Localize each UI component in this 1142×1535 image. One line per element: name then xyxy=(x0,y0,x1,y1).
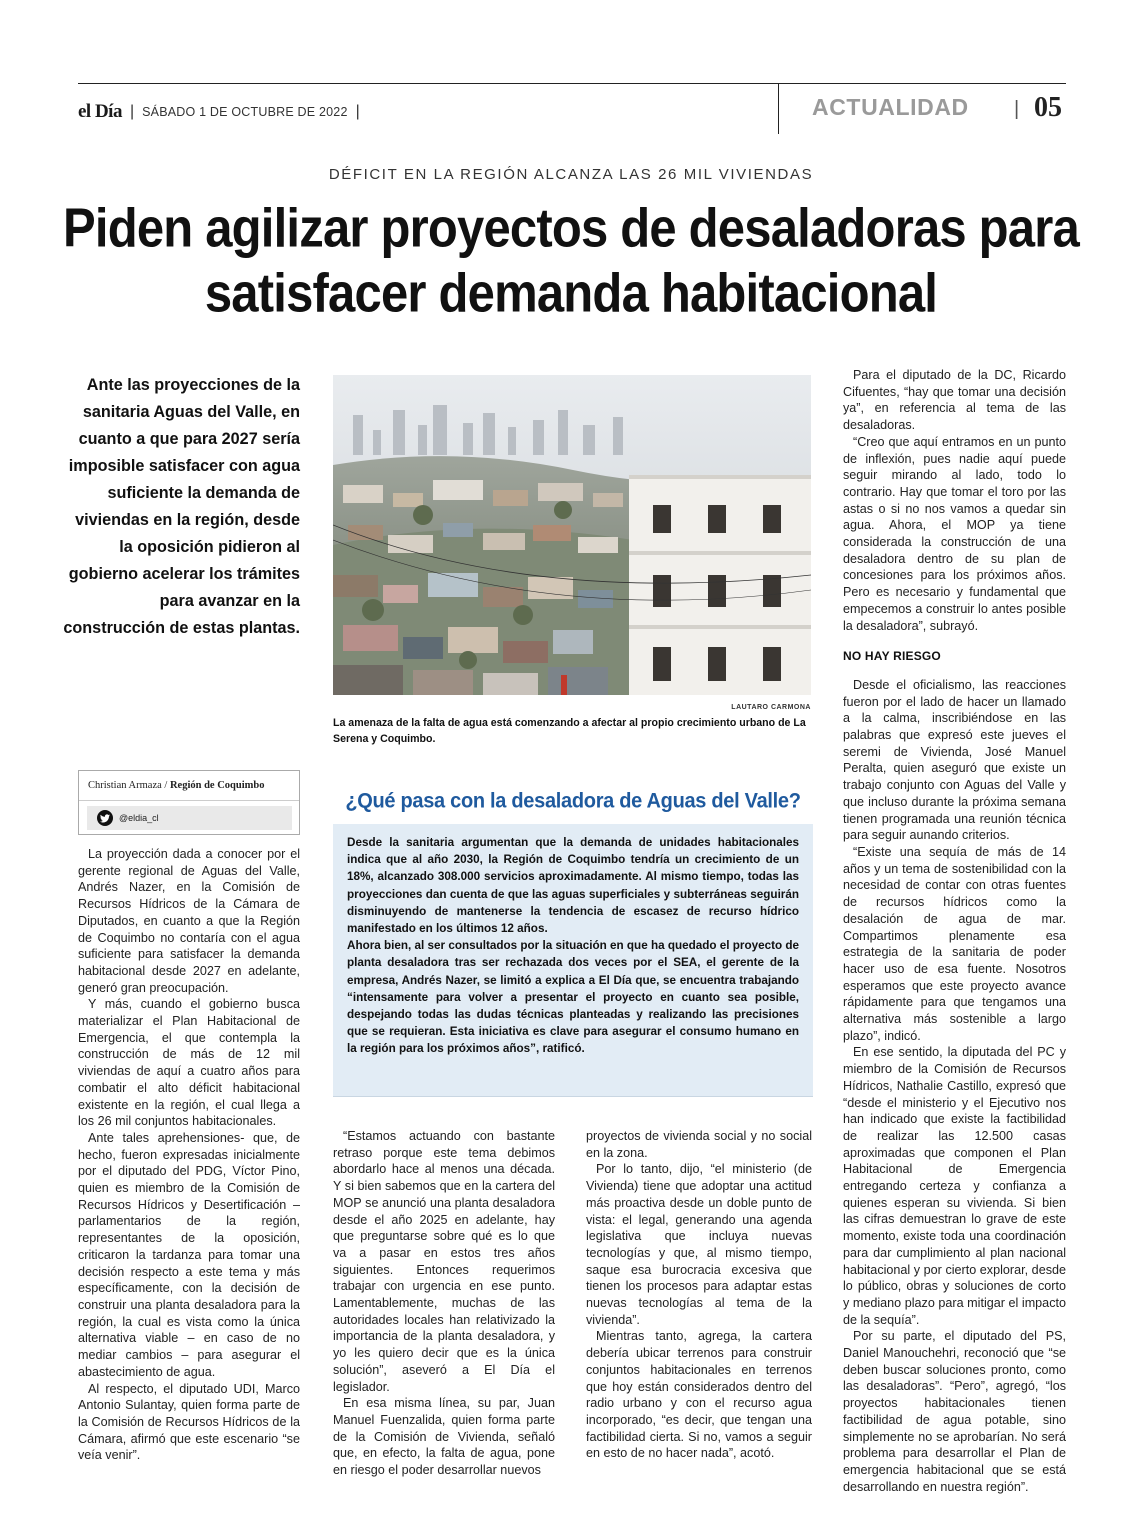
body-paragraph: En esa misma línea, su par, Juan Manuel Fuenzalida, quien forma parte de la Comisión de Vivienda, señaló que, en efecto, la falta de agua, pone en riesgo el poder desarrollar nuevos xyxy=(333,1396,555,1478)
body-paragraph: Por lo tanto, dijo, “el ministerio (de Vivienda) tiene que adoptar una actitud más proactiva desde un doble punto de vista: el legal, generando una agenda legislativa que incluya nuevas tecnologías y que, al mismo tiempo, saque esa burocracia excesiva que tienen los procesos para adaptar estas nuevas tecnologías al tema de la vivienda”. xyxy=(586,1162,812,1327)
body-paragraph: Para el diputado de la DC, Ricardo Cifuentes, “hay que tomar una decisión ya”, en referencia al tema de las desaladoras. xyxy=(843,368,1066,433)
body-paragraph: “Estamos actuando con bastante retraso porque este tema debimos abordarlo hace al menos una década. Y si bien sabemos que en la cartera del MOP se anunció una planta desaladora desde el año 2025 en adelante, hay que preguntarse sobre qué es lo que va a pasar en estos tres años siguientes. Entonces requerimos trabajar con urgencia en ese punto. Lamentablemente, muchas de las autoridades locales han relativizado la importancia de la planta desaladora, y yo les quiero decir que es la única solución”, aseveró a El Día el legislador. xyxy=(333,1129,555,1394)
article-column-4 xyxy=(843,367,1066,1495)
body-paragraph: Por su parte, el diputado del PS, Daniel Manouchehri, reconoció que “se deben buscar soluciones pronto, como las desaladoras”. “Pero”, agregó, “los proyectos habitacionales tienen factibilidad de agua potable, sino simplemente no se aprobarían. No será problema para desarrollar el Plan de emergencia habitacional que se está desarrollando en nuestra región”. xyxy=(843,1329,1066,1494)
article-column-1 xyxy=(78,846,300,1464)
byline-author: Christian Armaza xyxy=(88,780,162,791)
twitter-icon xyxy=(97,810,113,826)
body-paragraph: “Existe una sequía de más de 14 años y un tema de sostenibilidad con la necesidad de contar con otras fuentes de recursos hídricos como la desalación de agua de mar. Compartimos plenamente esa estrategia de la sanitaria de poder hacer uso de esa fuente. Nosotros esperamos que este proyecto avance rápidamente para que tengamos una alternativa más sostenible a largo plazo”, indicó. xyxy=(843,844,1066,1043)
issue-date: SÁBADO 1 DE OCTUBRE DE 2022 xyxy=(142,105,348,119)
header-divider xyxy=(778,84,779,134)
photo-caption: La amenaza de la falta de agua está comenzando a afectar al propio crecimiento urbano de La Serena y Coquimbo. xyxy=(333,717,806,745)
body-paragraph: “Creo que aquí entramos en un punto de inflexión, pues nadie aquí puede seguir mirando al lado, todo lo contrario. Hay que tomar el toro por las astas o si no nos vamos a quedar sin agua. Ahora, el MOP ya tiene considerada la construcción de una desaladora dentro de su plan de concesiones para los próximos años. Pero es necesario y fundamental que empecemos a construir lo antes posible la desaladora”, subrayó. xyxy=(843,434,1066,633)
article-column-2 xyxy=(333,1128,555,1479)
body-paragraph: proyectos de vivienda social y no social en la zona. xyxy=(586,1129,812,1160)
article-headline: Piden agilizar proyectos de desaladoras para satisfacer demanda habitacional xyxy=(63,198,1079,324)
body-paragraph: La proyección dada a conocer por el gerente regional de Aguas del Valle, Andrés Nazer, en la Comisión de Recursos Hídricos de la Cámara de Diputados, en cuanto a que la Región de Coquimbo no contaría con el agua suficiente para satisfacer la demanda habitacional desde 2027 en adelante, generó gran preocupación. xyxy=(78,847,300,995)
body-paragraph: Y más, cuando el gobierno busca materializar el Plan Habitacional de Emergencia, el que contempla la construcción de más de 12 mil viviendas de aquí a cuatro años para combatir el alto déficit habitacional existente en la región, el cual llega a los 26 mil conjuntos habitacionales. xyxy=(78,997,300,1129)
body-paragraph: Ante tales aprehensiones- que, de hecho, fueron expresadas inicialmente por el diputado del PDG, Víctor Pino, quien es miembro de la Comisión de Recursos Hídricos y Desertificación – parlamentarios de la región, representantes de la oposición, criticaron la tardanza para tomar una decisión respecto a este tema y más específicamente, con la decisión de construir una planta desaladora para la región, la cual es vista como la única alternativa viable – en caso de no mediar cambios – para asegurar el abastecimiento de agua. xyxy=(78,1130,300,1379)
header-separator: | xyxy=(129,103,135,120)
body-paragraph: Desde el oficialismo, las reacciones fueron por el lado de hacer un llamado a la calma, inscribiéndose en las palabras que expresó este jueves el seremi de Vivienda, José Manuel Peralta, quien aseguró que existe un trabajo conjunto con Aguas del Valle y que incluso durante la próxima semana tienen programada una reunión técnica para seguir aunando criterios. xyxy=(843,677,1066,843)
sidebar-paragraph: Ahora bien, al ser consultados por la situación en que ha quedado el proyecto de planta desaladora tras ser rechazada dos veces por el SEA, el gerente de la empresa, Andrés Nazer, se limitó a explica a El Día que, se encuentra trabajando “intensamente para volver a presentar el proyecto en cuanto sea posible, despejando todas las dudas técnicas planteadas y realizando las precisiones que se requieran. Esta iniciativa es clave para asegurar el consumo humano en la región para los próximos años”, ratificó. xyxy=(347,939,800,1056)
sidebar-title: ¿Qué pasa con la desaladora de Aguas del Valle? xyxy=(345,789,801,813)
sidebar-box xyxy=(333,824,813,1097)
article-lead: Ante las proyecciones de la sanitaria Aguas del Valle, en cuanto a que para 2027 sería imposible satisfacer con agua suficiente la demanda de viviendas en la región, desde la oposición pidieron al gobierno acelerar los trámites para avanzar en la construcción de estas plantas. xyxy=(63,376,300,637)
body-paragraph: En ese sentido, la diputada del PC y miembro de la Comisión de Recursos Hídricos, Nathalie Castillo, expresó que “desde el ministerio y el Ejecutivo nos han indicado que existe la factibilidad de realizar las 12.500 casas aproximadas que componen el Plan Habitacional de Emergencia entregando certeza y confianza a quienes esperan su vivienda. Si bien las cifras demuestran lo grave de este momento, existe toda una coordinación para dar cumplimiento al plan nacional habitacional y por cierto explorar, desde lo público, obras y soluciones de corto y mediano plazo para mitigar el impacto de la sequía”. xyxy=(843,1045,1066,1327)
sidebar-paragraph: Desde la sanitaria argumentan que la demanda de unidades habitacionales indica que al año 2030, la Región de Coquimbo tendría un crecimiento de un 18%, alcanzado 308.000 servicios aproximadamente. Al mismo tiempo, todas las proyecciones dan cuenta de que las aguas superficiales y subterráneas seguirán disminuyendo de mantenerse la tendencia de escasez de recurso hídrico manifestado en los últimos 12 años. xyxy=(347,836,799,936)
section-name: ACTUALIDAD xyxy=(812,94,969,120)
header-separator: | xyxy=(1014,98,1020,120)
header-separator: | xyxy=(355,103,360,120)
byline-author-line xyxy=(79,771,299,801)
byline-box xyxy=(78,770,300,835)
header-left xyxy=(78,101,360,123)
article-kicker: DÉFICIT EN LA REGIÓN ALCANZA LAS 26 MIL VIVIENDAS xyxy=(328,166,814,183)
newspaper-logo: el Día xyxy=(78,101,122,122)
body-paragraph: Mientras tanto, agrega, la cartera debería ubicar terrenos para construir conjuntos habitacionales en terrenos que hoy están considerados dentro del radio urbano y con el recurso agua incorporado, “es decir, que tengan una factibilidad cierta. Si no, vamos a seguir en esto de no hacer nada”, acotó. xyxy=(586,1329,812,1461)
byline-social xyxy=(87,806,292,830)
byline-region: Región de Coquimbo xyxy=(169,780,265,791)
page-number: 05 xyxy=(1034,92,1062,123)
page-header xyxy=(78,83,1066,133)
photo-credit: LAUTARO CARMONA xyxy=(731,704,811,711)
byline-slash: / xyxy=(164,780,168,791)
twitter-handle: @eldia_cl xyxy=(119,813,159,823)
article-column-3 xyxy=(586,1128,812,1462)
column-subhead: NO HAY RIESGO xyxy=(843,649,941,664)
article-photo xyxy=(333,375,811,695)
city-photo-illustration xyxy=(333,375,811,695)
body-paragraph: Al respecto, el diputado UDI, Marco Antonio Sulantay, quien forma parte de la Comisión de Recursos Hídricos de la Cámara, afirmó que este escenario “se veía venir”. xyxy=(78,1381,300,1463)
